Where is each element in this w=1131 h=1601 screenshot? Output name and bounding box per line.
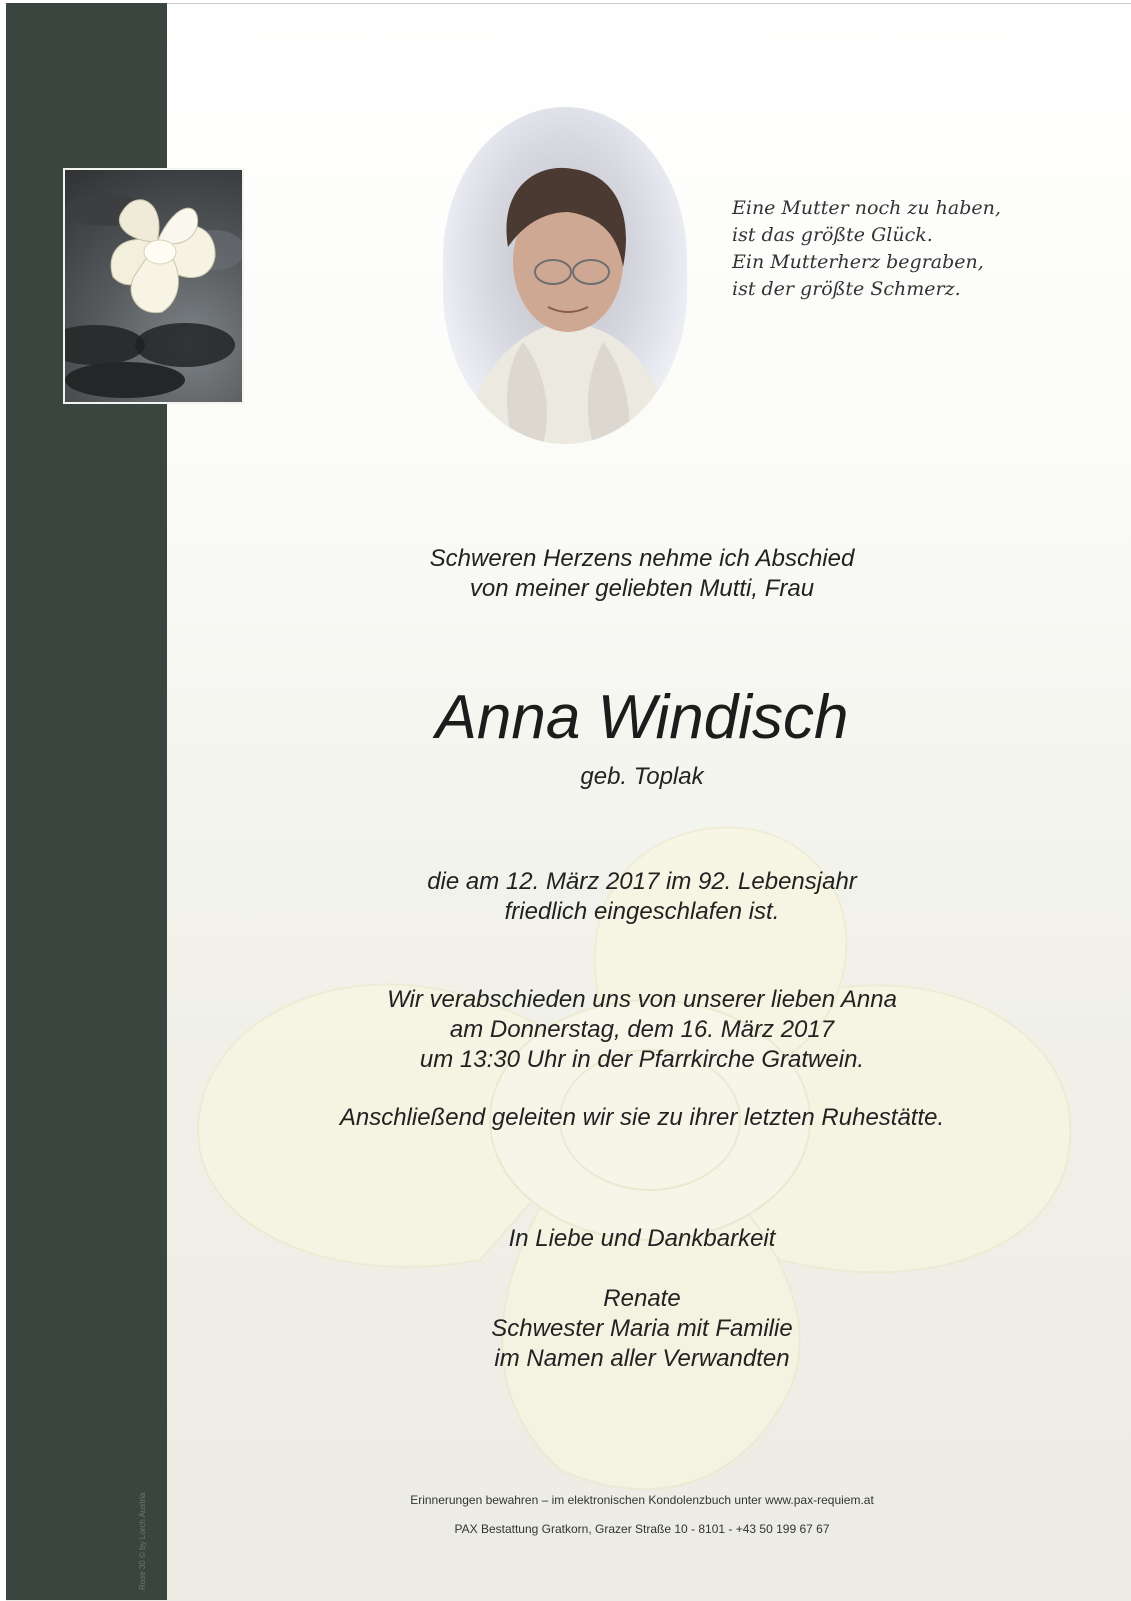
quote-line: Ein Mutterherz begraben, (732, 251, 984, 273)
burial-note: Anschließend geleiten wir sie zu ihrer letzten Ruhestätte. (339, 1104, 945, 1131)
mourner: Schwester Maria mit Familie (491, 1315, 793, 1342)
farewell-line: am Donnerstag, dem 16. März 2017 (449, 1016, 835, 1043)
quote-line: Eine Mutter noch zu haben, (732, 197, 1001, 219)
mourners-list (262, 1284, 1022, 1374)
intro-line: von meiner geliebten Mutti, Frau (469, 575, 815, 602)
thanks-line: In Liebe und Dankbarkeit (508, 1225, 776, 1252)
condolence-note: Erinnerungen bewahren – im elektronischen Kondolenzbuch unter www.pax-requiem.at (410, 1493, 874, 1507)
quote-line: ist das größte Glück. (732, 224, 933, 246)
farewell-line: um 13:30 Uhr in der Pfarrkirche Gratwein. (419, 1046, 865, 1073)
quote-line: ist der größte Schmerz. (732, 278, 961, 300)
intro-line: Schweren Herzens nehme ich Abschied (429, 545, 855, 572)
quote-poem (732, 195, 1001, 303)
maiden-name: geb. Toplak (580, 763, 704, 790)
farewell-line: Wir verabschieden uns von unserer lieben Anna (387, 986, 897, 1013)
side-credit: Rose 30 © by Lorch Austria (138, 1492, 147, 1590)
intro-text (262, 544, 1022, 604)
mourner: Renate (603, 1285, 681, 1312)
funeral-home-info: PAX Bestattung Gratkorn, Grazer Straße 10 - 8101 - +43 50 199 67 67 (454, 1522, 830, 1536)
farewell-details (262, 985, 1022, 1075)
mourner: im Namen aller Verwandten (494, 1345, 790, 1372)
death-line: die am 12. März 2017 im 92. Lebensjahr (427, 868, 857, 895)
deceased-name: Anna Windisch (435, 683, 849, 752)
portrait-photo (443, 107, 687, 444)
death-line: friedlich eingeschlafen ist. (504, 898, 780, 925)
death-notice (262, 867, 1022, 927)
white-gardenia-image (63, 168, 244, 404)
